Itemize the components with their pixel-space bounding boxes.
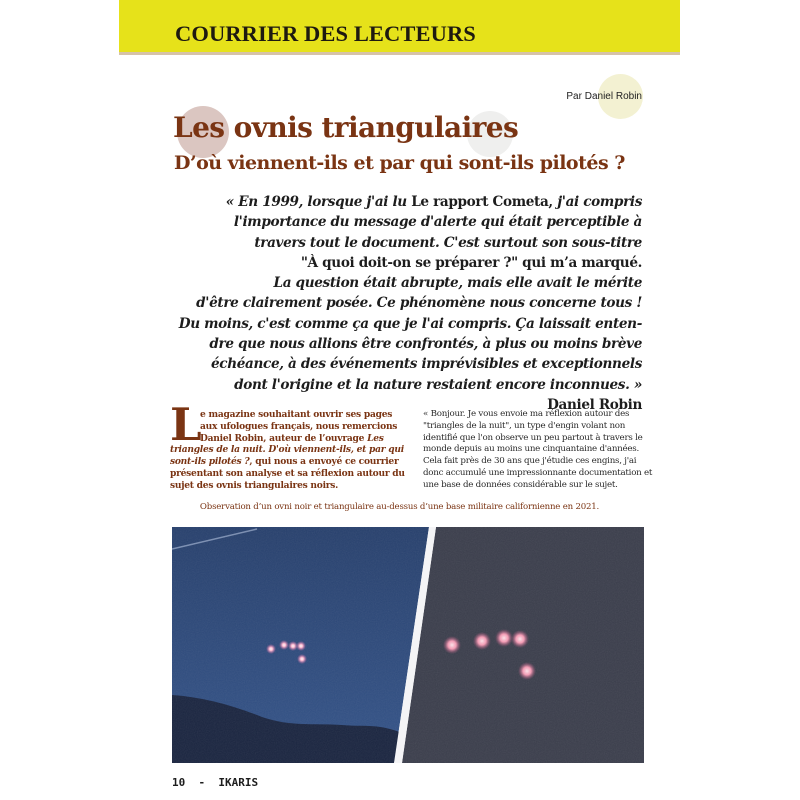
- text-run: l'importance du message d'alerte qui était perceptible à: [233, 214, 642, 231]
- lede-paragraph: [170, 409, 407, 492]
- magazine-page: [119, 0, 680, 800]
- lede-line: [170, 468, 407, 480]
- quote-line: [172, 212, 642, 232]
- byline: Par Daniel Robin: [566, 91, 642, 102]
- pull-quote: [172, 192, 642, 415]
- article-title: Les ovnis triangulaires: [173, 111, 519, 144]
- lede-line: [170, 421, 407, 433]
- text-run: e magazine souhaitant ouvrir ses pages: [200, 409, 393, 420]
- lede-line: [170, 444, 407, 456]
- section-header-stripe: [119, 52, 680, 55]
- text-run: , qui nous a envoyé ce courrier: [249, 456, 399, 468]
- text-run: Le rapport Cometa,: [411, 194, 553, 210]
- section-title: COURRIER DES LECTEURS: [175, 21, 476, 46]
- letter-line: Cela fait près de 30 ans que j'étudie ces engins, j'ai: [423, 456, 637, 467]
- text-run: j'ai compris: [552, 194, 642, 210]
- letter-line: identifié que l'on observe un peu partout à travers le: [423, 432, 643, 443]
- quote-line: [172, 314, 642, 334]
- drop-cap: L: [170, 398, 202, 451]
- text-run: aux ufologues français, nous remercions: [200, 420, 398, 432]
- letter-line: "triangles de la nuit", un type d'engin volant non: [423, 420, 626, 431]
- quote-line: [172, 233, 642, 253]
- page-number: 10: [172, 776, 186, 789]
- letter-line: monde depuis au moins une cinquantaine d'années.: [423, 444, 640, 455]
- text-run: triangles de la nuit. D'où viennent-ils, et par qui: [170, 444, 404, 456]
- letter-line: donc accumulé une impressionnante documentation et: [423, 467, 653, 478]
- lede-line: [170, 456, 407, 468]
- text-run: Daniel Robin, auteur de l’ouvrage: [200, 432, 368, 444]
- ufo-photo: [172, 527, 644, 763]
- quote-line: [172, 334, 642, 354]
- quote-line: [172, 273, 642, 293]
- lede-line: [170, 409, 407, 421]
- pull-quote-body: [172, 192, 642, 395]
- text-run: Les: [367, 432, 384, 444]
- text-run: « En 1999, lorsque j'ai lu: [225, 194, 412, 210]
- text-run: sujet des ovnis triangulaires noirs.: [170, 479, 339, 491]
- letter-paragraph: [423, 409, 663, 492]
- text-run: échéance, à des événements imprévisibles et exceptionnels: [210, 356, 642, 373]
- lede-line: [170, 433, 407, 445]
- text-run: sont-ils pilotés ?: [170, 456, 250, 468]
- text-run: dre que nous allions être confrontés, à plus ou moins brève: [209, 336, 642, 353]
- text-run: dont l'origine et la nature restaient encore inconnues. »: [234, 376, 642, 393]
- text-run: d'être clairement posée. Ce phénomène nous concerne tous !: [196, 295, 642, 312]
- article-subtitle: D’où viennent-ils et par qui sont-ils pilotés ?: [174, 152, 625, 174]
- magazine-name: IKARIS: [218, 776, 259, 789]
- quote-line: [172, 253, 642, 273]
- quote-line: [172, 192, 642, 212]
- quote-line: [172, 354, 642, 374]
- text-run: La question était abrupte, mais elle avait le mérite: [273, 275, 642, 292]
- footer-separator: -: [198, 776, 206, 789]
- quote-line: [172, 293, 642, 313]
- text-run: "À quoi doit-on se préparer ?" qui m’a marqué.: [300, 254, 642, 271]
- photo-caption: Observation d’un ovni noir et triangulaire au-dessus d’une base militaire californienne en 2021.: [199, 502, 600, 512]
- lede-line: [170, 480, 407, 492]
- text-run: présentant son analyse et sa réflexion autour du: [170, 467, 405, 479]
- text-run: Du moins, c'est comme ça que je l'ai compris. Ça laissait enten-: [178, 315, 642, 332]
- letter-line: une base de données considérable sur le sujet.: [423, 479, 618, 490]
- text-run: travers tout le document. C'est surtout son sous-titre: [254, 234, 642, 251]
- quote-line: [172, 375, 642, 395]
- page-footer: [172, 776, 258, 789]
- pull-quote-author: Daniel Robin: [547, 396, 642, 413]
- letter-line: « Bonjour. Je vous envoie ma réflexion autour des: [423, 409, 630, 419]
